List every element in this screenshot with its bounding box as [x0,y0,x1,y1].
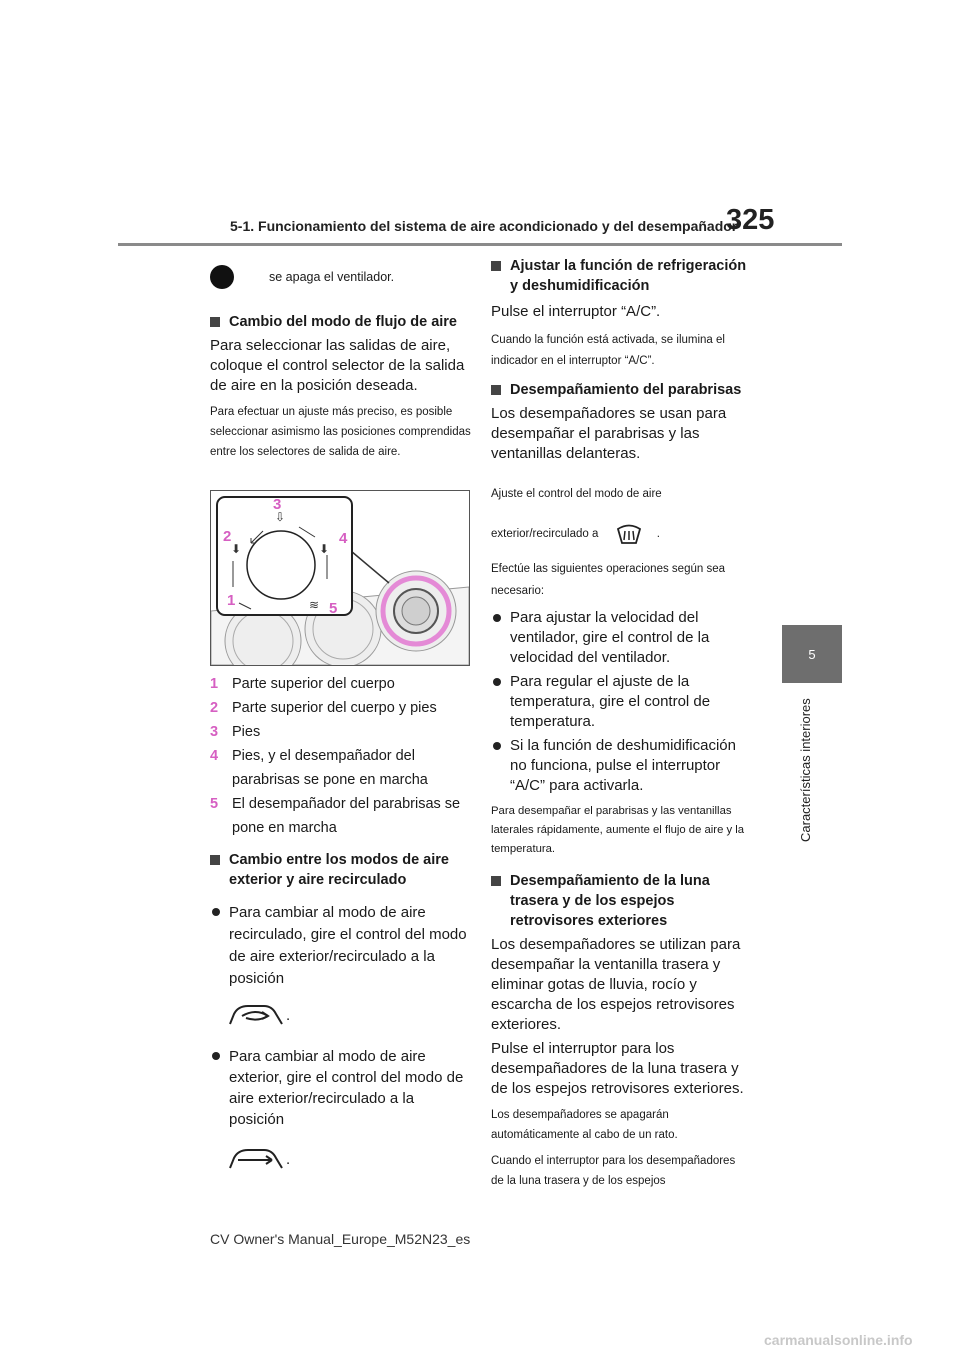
outside-air-icon-row [228,1144,472,1174]
figure-number: 3 [273,496,282,513]
quick-defog-note: Para desempañar el parabrisas y las ventanillas laterales rápidamente, aumente el flujo de aire y la temperatura. [491,805,745,855]
list-item [491,608,751,668]
footer-manual-name: CV Owner's Manual_Europe_M52N23_es [210,1231,471,1247]
svg-text:≋: ≋ [309,598,320,612]
item-number: 1 [210,676,219,692]
list-item [491,736,751,796]
figure-number: 1 [227,592,236,609]
fan-off-text: se apaga el ventilador. [269,270,395,284]
figure-number: 5 [329,600,338,617]
item-number: 5 [210,796,219,812]
note-text: Ajuste el control del modo de aire exterior/recirculado a [491,488,662,540]
list-item [210,696,472,720]
airflow-heading: Cambio del modo de flujo de aire [210,312,472,332]
chapter-tab [782,625,842,683]
bullet-text: Para regular el ajuste de la temperatura, gire el control de temperatura. [510,673,711,730]
windshield-bullets [491,608,751,796]
windshield-note [491,474,751,554]
windshield-body: Los desempañadores se usan para desempañar el parabrisas y las ventanillas delanteras. [491,405,727,462]
bullet-text: Para cambiar al modo de aire exterior, gire el control del modo de aire exterior/recirculado a la posición [229,1048,464,1128]
list-item [491,672,751,732]
rear-note-2: Cuando el interruptor para los desempañadores de la luna trasera y de los espejos [491,1155,736,1187]
fan-off-row [210,264,472,290]
recirculated-air-icon [228,1002,284,1028]
cooling-note: Cuando la función está activada, se ilumina el indicador en el interruptor “A/C”. [491,334,725,367]
fan-off-icon [210,265,234,289]
operations-note: Efectúe las siguientes operaciones según sea necesario: [491,563,725,597]
rear-body-1: Los desempañadores se utilizan para desempañar la ventanilla trasera y eliminar gotas de lluvia, rocío y escarcha de los espejos retrovisores exteriores. [491,936,741,1033]
chapter-number: 5 [808,646,816,662]
outside-air-bullet [210,1046,472,1130]
figure-number: 2 [223,528,232,545]
header-rule [118,243,842,246]
icon-period: . [656,528,660,540]
recirc-icon-row [228,1000,472,1030]
cooling-heading: Ajustar la función de refrigeración y deshumidificación [491,256,751,296]
chapter-label-text: Características interiores [798,698,813,842]
rear-heading: Desempañamiento de la luna trasera y de los espejos retrovisores exteriores [491,871,751,931]
item-text: Pies [232,724,261,740]
svg-text:⇩: ⇩ [275,510,286,524]
bullet-text: Para cambiar al modo de aire recirculado, gire el control del modo de aire exterior/recirculado a la posición [229,904,467,987]
recirc-heading: Cambio entre los modos de aire exterior y aire recirculado [210,850,472,890]
icon-period: . [286,1006,291,1024]
list-item [210,720,472,744]
icon-period: . [286,1150,291,1168]
item-number: 4 [210,748,219,764]
airflow-body: Para seleccionar las salidas de aire, coloque el control selector de la salida de aire en la posición deseada. [210,337,465,394]
item-text: Parte superior del cuerpo y pies [232,700,437,716]
cooling-body: Pulse el interruptor “A/C”. [491,303,661,320]
recirc-bullet [210,902,472,990]
section-title: 5-1. Funcionamiento del sistema de aire acondicionado y del desempañador [230,218,738,234]
windshield-defroster-icon [616,523,642,545]
list-item [210,744,472,792]
left-column [210,256,472,1174]
item-text: El desempañador del parabrisas se pone en marcha [232,796,461,836]
airflow-positions-list [210,672,472,840]
chapter-label [798,692,824,842]
bullet-text: Para ajustar la velocidad del ventilador, gire el control de la velocidad del ventilador. [510,609,710,666]
rear-body-2: Pulse el interruptor para los desempañadores de la luna trasera y de los espejos retrovisores exteriores. [491,1040,744,1097]
right-column [491,256,751,1191]
item-text: Parte superior del cuerpo [232,676,395,692]
airflow-note: Para efectuar un ajuste más preciso, es posible seleccionar asimismo las posiciones comprendidas entre los selectores de salida de aire. [210,406,471,458]
item-text: Pies, y el desempañador del parabrisas se pone en marcha [232,748,428,788]
airflow-dial-figure [210,490,470,666]
page-number: 325 [726,204,775,236]
watermark: carmanualsonline.info [764,1332,913,1348]
item-number: 3 [210,724,219,740]
airflow-dial-illustration [211,491,469,665]
rear-note-1: Los desempañadores se apagarán automáticamente al cabo de un rato. [491,1109,678,1141]
outside-air-icon [228,1146,284,1172]
list-item [210,792,472,840]
figure-number: 4 [339,530,348,547]
list-item [210,672,472,696]
windshield-heading: Desempañamiento del parabrisas [491,380,751,400]
bullet-text: Si la función de deshumidificación no funciona, pulse el interruptor “A/C” para activarla. [510,737,736,794]
item-number: 2 [210,700,219,716]
svg-text:⬇: ⬇ [231,542,242,556]
svg-text:⬇: ⬇ [319,542,330,556]
